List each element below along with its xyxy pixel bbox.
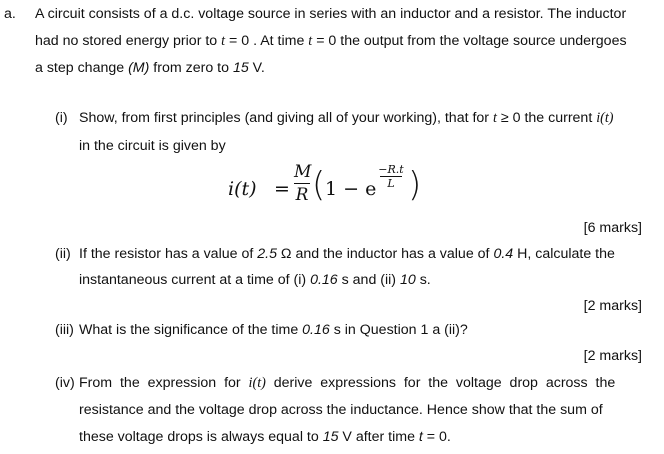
equation-lhs: i(t) [228, 178, 257, 200]
part-iv-label: (iv) [55, 375, 75, 391]
part-iv-line-2: resistance and the voltage drop across the inductance. Hence show that the sum of [79, 402, 603, 418]
exponent-numerator: −R.t [378, 163, 404, 176]
part-iii-text: What is the significance of the time 0.16 s in Question 1 a (ii)? [79, 322, 468, 338]
exponent-denominator: L [387, 177, 395, 190]
part-i-line-2: in the circuit is given by [79, 138, 226, 154]
open-parenthesis: ( [312, 165, 326, 205]
intro-line-1: A circuit consists of a d.c. voltage source in series with an inductor and a resistor. The inductor [35, 6, 627, 22]
part-iii-label: (iii) [55, 322, 74, 338]
fraction-numerator: M [294, 162, 312, 182]
fraction-denominator: R [295, 185, 309, 206]
part-iii-marks: [2 marks] [583, 348, 642, 364]
part-i-line-1: Show, from first principles (and giving all of your working), that for t ≥ 0 the current i(t) [79, 110, 614, 126]
intro-line-3: a step change (M) from zero to 15 V. [35, 60, 265, 76]
close-parenthesis: ) [408, 165, 422, 205]
part-iv-line-1: From the expression for i(t) derive expressions for the voltage drop across the [79, 375, 616, 391]
part-i-label: (i) [55, 110, 68, 126]
equation-equals: = [274, 178, 290, 200]
part-ii-line-1: If the resistor has a value of 2.5 Ω and the inductor has a value of 0.4 H, calculate the [79, 246, 615, 262]
exponent-fraction [378, 164, 404, 189]
part-ii-label: (ii) [55, 246, 71, 262]
equation-body: 1 − e [325, 178, 377, 200]
part-i-marks: [6 marks] [583, 220, 642, 236]
part-iv-line-3: these voltage drops is always equal to 15 V after time t = 0. [79, 429, 451, 445]
fraction-bar [294, 183, 310, 184]
part-ii-marks: [2 marks] [583, 298, 642, 314]
fraction-m-over-r [294, 162, 310, 205]
intro-line-2: had no stored energy prior to t = 0 . At time t = 0 the output from the voltage source undergoes [35, 33, 627, 49]
question-a-label: a. [4, 6, 16, 22]
part-ii-line-2: instantaneous current at a time of (i) 0.16 s and (ii) 10 s. [79, 272, 431, 288]
current-equation [228, 162, 428, 214]
